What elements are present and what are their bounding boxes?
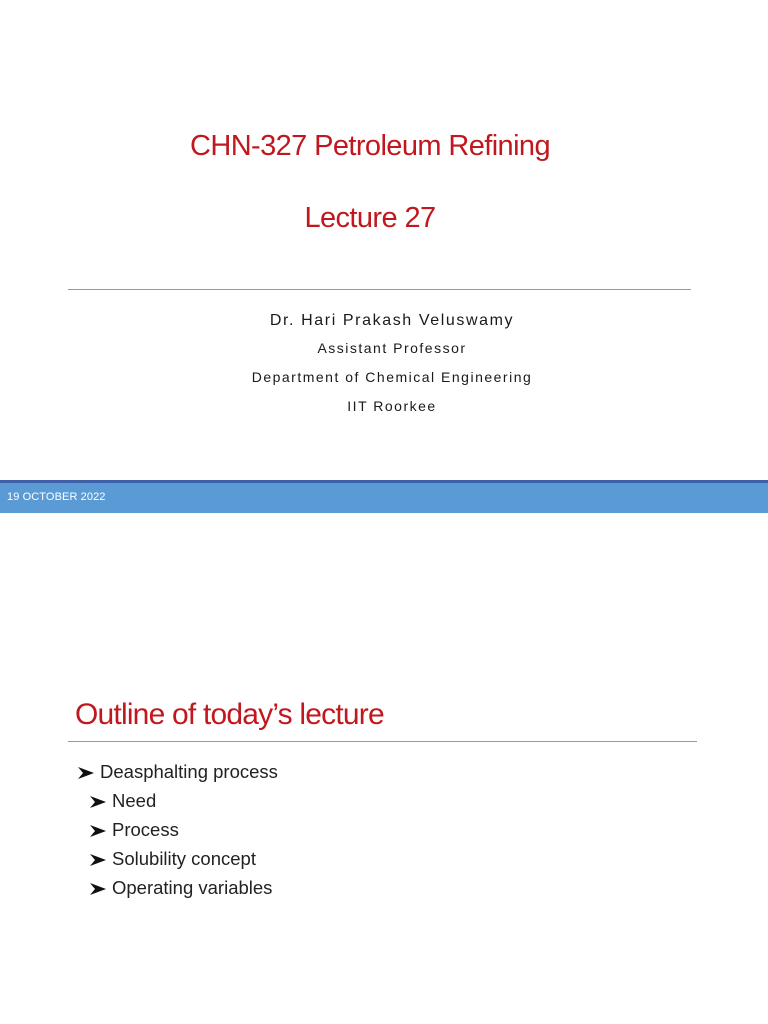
bullet-item (78, 815, 278, 844)
presenter-name: Dr. Hari Prakash Veluswamy (269, 312, 515, 329)
arrow-bullet-icon (90, 825, 106, 837)
lecture-number: Lecture 27 (304, 202, 436, 234)
presenter-institution: IIT Roorkee (347, 398, 437, 414)
bullet-label: Process (112, 819, 179, 840)
footer-band (0, 480, 768, 513)
course-title: CHN-327 Petroleum Refining (190, 130, 550, 162)
bullet-label: Need (112, 790, 157, 811)
bullet-item (78, 844, 278, 873)
bullet-label: Deasphalting process (100, 761, 278, 782)
bullet-item (78, 757, 278, 786)
presenter-block (0, 308, 768, 421)
bullet-item (78, 873, 278, 902)
bullet-label: Solubility concept (112, 848, 256, 869)
outline-slide (0, 514, 768, 1024)
footer-date: 19 OCTOBER 2022 (7, 491, 106, 503)
outline-title: Outline of today’s lecture (75, 698, 384, 731)
arrow-bullet-icon (90, 883, 106, 895)
outline-divider (68, 741, 697, 742)
arrow-bullet-icon (90, 796, 106, 808)
presenter-position: Assistant Professor (317, 340, 467, 356)
outline-bullet-list (78, 757, 278, 902)
arrow-bullet-icon (90, 854, 106, 866)
presenter-department: Department of Chemical Engineering (251, 369, 533, 385)
bullet-label: Operating variables (112, 877, 273, 898)
bullet-item (78, 786, 278, 815)
title-divider (68, 289, 691, 290)
arrow-bullet-icon (78, 767, 94, 779)
